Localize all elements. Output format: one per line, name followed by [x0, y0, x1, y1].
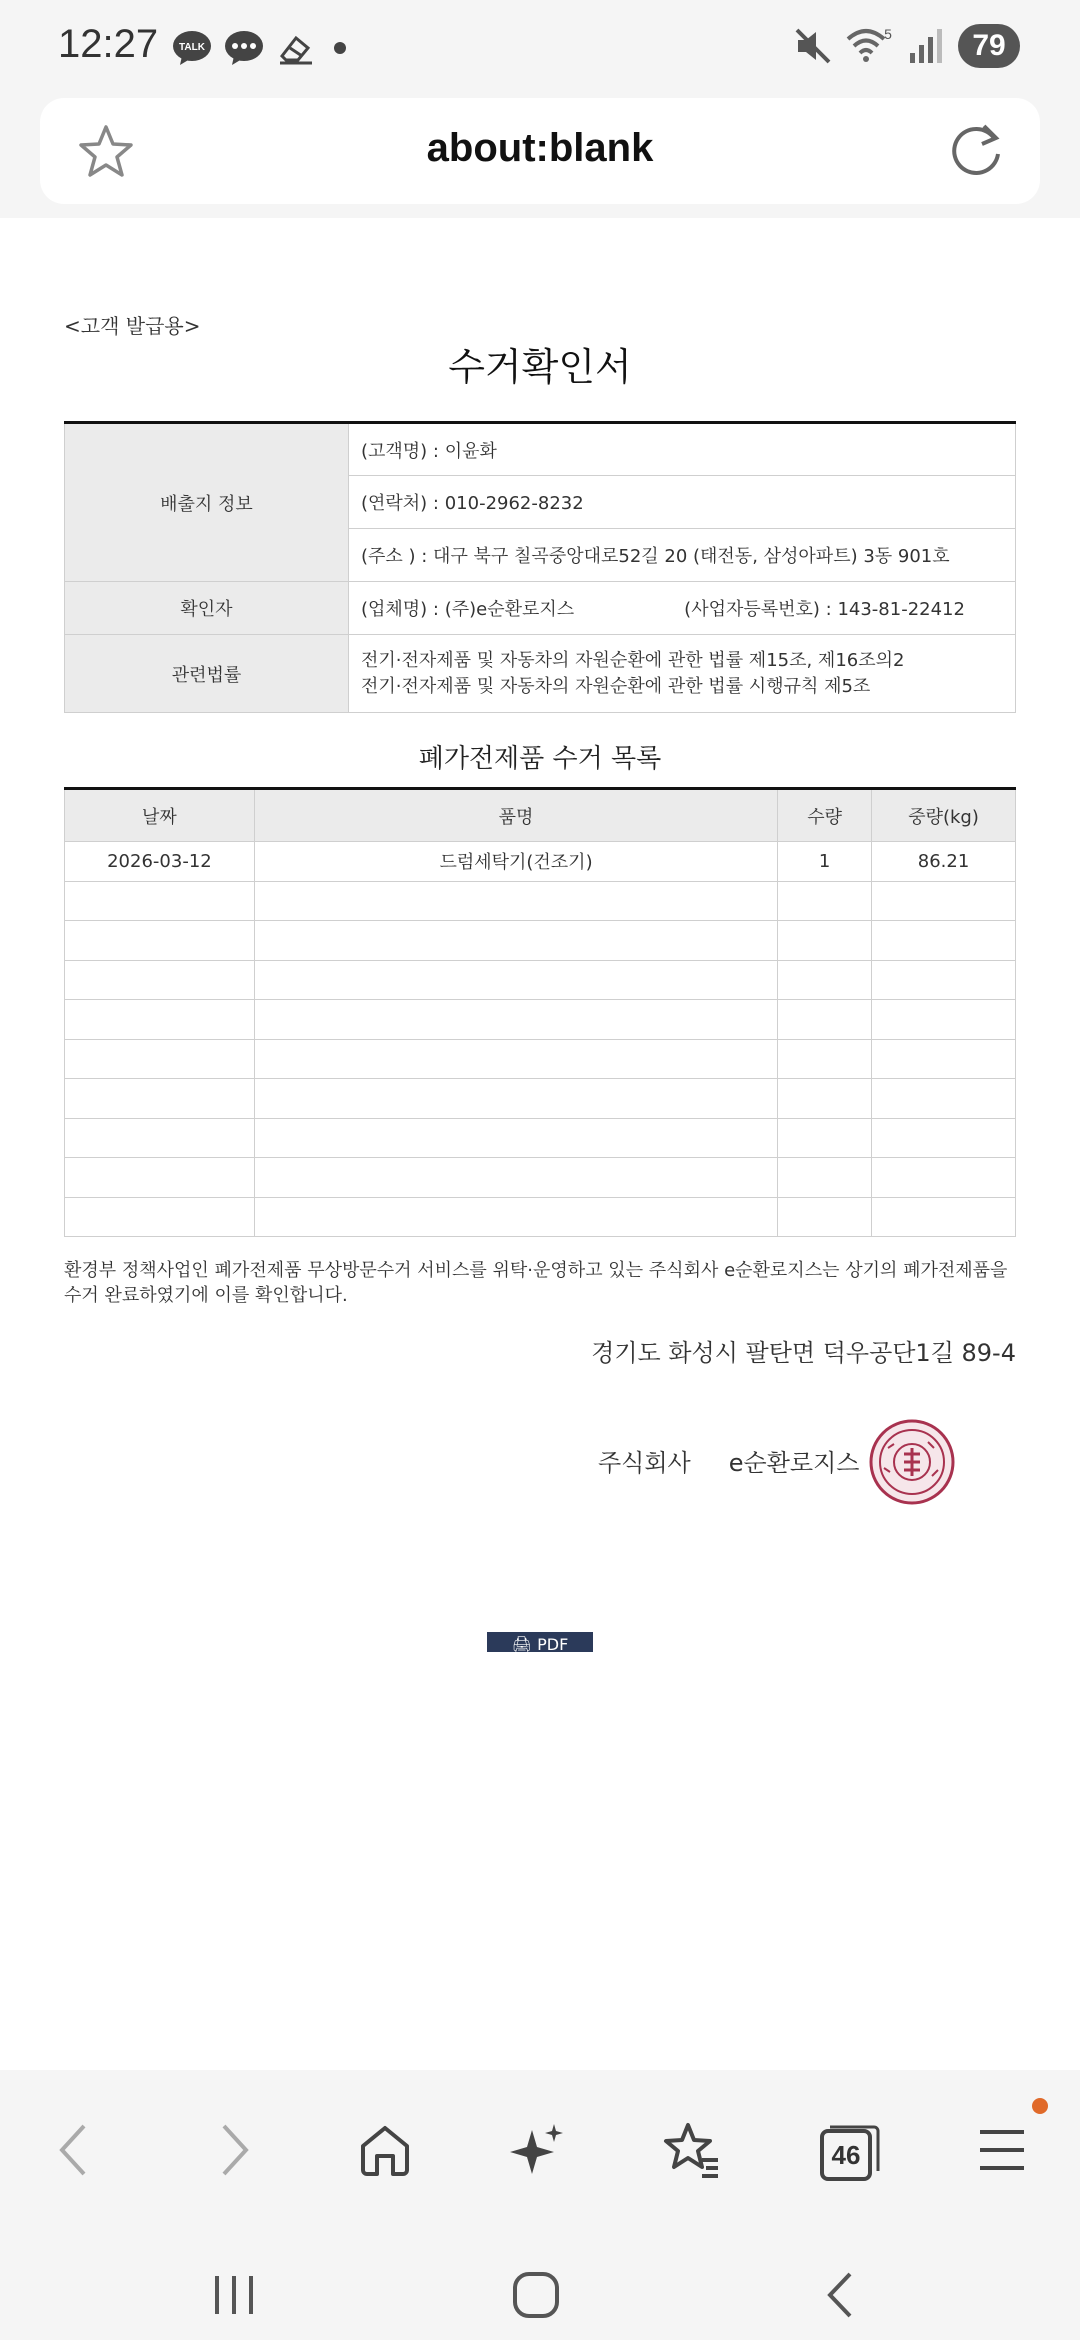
recents-icon	[211, 2272, 257, 2318]
law-line-2: 전기·전자제품 및 자동차의 자원순환에 관한 법률 시행규칙 제5조	[361, 675, 871, 697]
cell-item	[254, 1079, 777, 1119]
cell-weight	[872, 881, 1016, 921]
cell-quantity	[778, 1039, 872, 1079]
ai-assist-button[interactable]	[498, 2110, 578, 2190]
law-label: 관련법률	[65, 635, 349, 713]
column-header-quantity: 수량	[778, 789, 872, 842]
dot-icon	[328, 30, 348, 66]
cell-date	[65, 1039, 255, 1079]
back-button[interactable]	[34, 2110, 114, 2190]
confirmer-label: 확인자	[65, 582, 349, 635]
customer-contact: (연락처) : 010-2962-8232	[349, 476, 1016, 529]
company-prefix: 주식회사	[598, 1449, 691, 1477]
cell-weight	[872, 1118, 1016, 1158]
pdf-button-label: PDF	[537, 1635, 569, 1652]
table-row	[65, 881, 1016, 921]
section-label-discharge: 배출지 정보	[65, 423, 349, 582]
home-circle-icon	[511, 2270, 561, 2320]
cell-item	[254, 1039, 777, 1079]
company-address: 경기도 화성시 팔탄면 덕우공단1길 89-4	[591, 1339, 1016, 1367]
tabs-count: 46	[831, 2140, 861, 2170]
system-back-button[interactable]	[800, 2265, 880, 2325]
cell-quantity	[778, 1000, 872, 1040]
message-icon	[224, 30, 264, 66]
column-header-date: 날짜	[65, 789, 255, 842]
cell-date	[65, 960, 255, 1000]
company-name: e순환로지스	[728, 1449, 860, 1477]
cell-date	[65, 1079, 255, 1119]
svg-text:TALK: TALK	[179, 42, 205, 53]
table-row	[65, 1039, 1016, 1079]
chevron-right-icon	[214, 2120, 254, 2180]
menu-button[interactable]	[962, 2110, 1042, 2190]
url-text[interactable]: about:blank	[426, 126, 654, 170]
cell-date	[65, 1197, 255, 1237]
chevron-left-icon	[54, 2120, 94, 2180]
cell-weight	[872, 1039, 1016, 1079]
cell-item	[254, 1197, 777, 1237]
reload-icon[interactable]	[946, 120, 1006, 182]
wifi-icon	[846, 27, 894, 65]
kakaotalk-icon	[172, 30, 212, 66]
law-line-1: 전기·전자제품 및 자동차의 자원순환에 관한 법률 제15조, 제16조의2	[361, 649, 905, 671]
cell-date	[65, 1000, 255, 1040]
system-home-button[interactable]	[496, 2265, 576, 2325]
table-row	[65, 842, 1016, 882]
menu-icon	[976, 2126, 1028, 2174]
copy-label: <고객 발급용>	[64, 314, 201, 338]
bookmark-list-icon	[662, 2120, 722, 2180]
notification-icons	[172, 30, 348, 66]
browser-bottom-nav	[0, 2070, 1080, 2340]
sparkle-icon	[508, 2120, 568, 2180]
cell-weight	[872, 1079, 1016, 1119]
cell-quantity: 1	[778, 842, 872, 882]
table-row	[65, 921, 1016, 961]
customer-address: (주소 ) : 대구 북구 칠곡중앙대로52길 20 (태전동, 삼성아파트) 3동 901호	[349, 529, 1016, 582]
table-row	[65, 1000, 1016, 1040]
cell-item	[254, 1118, 777, 1158]
table-row	[65, 1158, 1016, 1198]
recent-apps-button[interactable]	[194, 2265, 274, 2325]
pdf-button[interactable]: 🖨 PDF	[487, 1632, 593, 1652]
address-bar[interactable]	[40, 98, 1040, 204]
customer-name: (고객명) : 이윤화	[349, 423, 1016, 476]
cell-weight	[872, 1000, 1016, 1040]
table-row	[65, 1118, 1016, 1158]
cell-quantity	[778, 881, 872, 921]
company-signature	[598, 1443, 859, 1478]
business-number: (사업자등록번호) : 143-81-22412	[684, 599, 965, 620]
cell-weight	[872, 1197, 1016, 1237]
browser-toolbar	[0, 96, 1080, 218]
law-text	[349, 635, 1016, 713]
cell-quantity	[778, 960, 872, 1000]
cell-weight	[872, 960, 1016, 1000]
status-time: 12:27	[58, 22, 159, 66]
cell-date	[65, 881, 255, 921]
home-icon	[357, 2122, 413, 2178]
confirmation-note: 환경부 정책사업인 폐가전제품 무상방문수거 서비스를 위탁·운영하고 있는 주식회사 e순환로지스는 상기의 폐가전제품을 수거 완료하였기에 이를 확인합니다.	[64, 1260, 1008, 1306]
cell-date	[65, 1118, 255, 1158]
notification-dot	[1032, 2098, 1048, 2114]
cell-weight: 86.21	[872, 842, 1016, 882]
column-header-weight: 중량(kg)	[872, 789, 1016, 842]
system-status-icons	[794, 24, 1020, 68]
table-row	[65, 1197, 1016, 1237]
cell-item	[254, 1000, 777, 1040]
confirmer-info	[349, 582, 1016, 635]
cell-quantity	[778, 1118, 872, 1158]
cell-date	[65, 921, 255, 961]
cell-quantity	[778, 1158, 872, 1198]
table-row	[65, 960, 1016, 1000]
items-table	[64, 787, 1016, 1237]
cell-weight	[872, 1158, 1016, 1198]
status-bar	[0, 0, 1080, 96]
bookmarks-button[interactable]	[652, 2110, 732, 2190]
tabs-icon	[820, 2125, 872, 2175]
cell-quantity	[778, 1197, 872, 1237]
cell-item	[254, 921, 777, 961]
signal-icon	[908, 27, 944, 65]
eraser-icon	[276, 30, 316, 66]
cell-item	[254, 960, 777, 1000]
confirmer-company: (업체명) : (주)e순환로지스	[361, 599, 575, 620]
page-title: 수거확인서	[448, 345, 632, 389]
cell-item	[254, 881, 777, 921]
cell-date	[65, 1158, 255, 1198]
mute-icon	[794, 27, 832, 65]
svg-text:5: 5	[884, 27, 892, 42]
cell-item	[254, 1158, 777, 1198]
tabs-button[interactable]	[806, 2110, 886, 2190]
system-back-icon	[820, 2270, 860, 2320]
info-table	[64, 421, 1016, 713]
cell-date: 2026-03-12	[65, 842, 255, 882]
cell-item: 드럼세탁기(건조기)	[254, 842, 777, 882]
home-button[interactable]	[345, 2110, 425, 2190]
cell-weight	[872, 921, 1016, 961]
cell-quantity	[778, 921, 872, 961]
company-seal-icon	[868, 1418, 956, 1506]
battery-level: 79	[958, 24, 1020, 68]
column-header-item: 품명	[254, 789, 777, 842]
forward-button[interactable]	[194, 2110, 274, 2190]
table-row	[65, 1079, 1016, 1119]
list-title: 폐가전제품 수거 목록	[418, 744, 662, 774]
cell-quantity	[778, 1079, 872, 1119]
